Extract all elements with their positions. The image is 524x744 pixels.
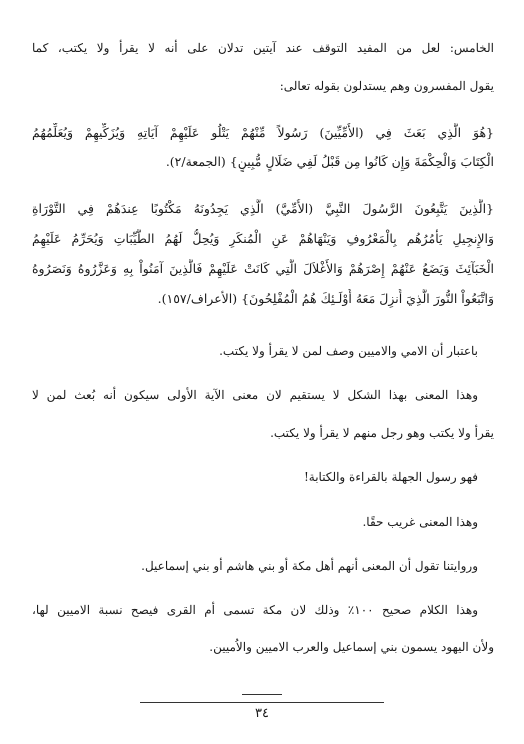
paragraph-line: وروايتنا تقول أن المعنى أنهم أهل مكة أو بني هاشم أو بني إسماعيل. bbox=[141, 559, 478, 573]
paragraph-line: يقول المفسرون وهم يستدلون بقوله تعالى: bbox=[279, 79, 494, 93]
paragraph-line: باعتبار أن الامي والاميين وصف لمن لا يقرأ ولا يكتب. bbox=[219, 344, 478, 358]
paragraph-line: وهذا الكلام صحيح ١٠٠٪ وذلك لان مكة تسمى أم القرى فيصح نسبة الاميين لها، bbox=[32, 603, 478, 617]
paragraph-line: ولأن اليهود يسمون بني إسماعيل والعرب الاميين والاُميين. bbox=[209, 640, 494, 654]
page-number-rule bbox=[242, 694, 282, 695]
quran-verse-line: الْكِتَابَ وَالْحِكْمَةَ وَإِن كَانُوا مِن قَبْلُ لَفِي ضَلَالٍ مُّبِينٍ} (الجمعة/٢). bbox=[165, 154, 494, 169]
quran-verse-line: {الَّذِينَ يَتَّبِعُونَ الرَّسُولَ النَّبِيَّ (الأُمِّيَّ) الَّذِي يَجِدُونَهُ مَكْتُوبًا عِندَهُمْ فِي التَّوْرَاةِ bbox=[32, 201, 494, 216]
paragraph-line: الخامس: لعل من المفيد التوقف عند آيتين تدلان على أنه لا يقرأ ولا يكتب، كما bbox=[32, 41, 494, 55]
paragraph-line: وهذا المعنى غريب حقًا. bbox=[362, 515, 478, 529]
paragraph-line: يقرأ ولا يكتب وهو رجل منهم لا يقرأ ولا يكتب. bbox=[270, 426, 494, 440]
quran-verse-line: وَاتَّبَعُواْ النُّورَ الَّذِيَ أُنزِلَ مَعَهُ أُوْلَـئِكَ هُمُ الْمُفْلِحُونَ} (الأعراف/١٥٧). bbox=[157, 291, 494, 306]
paragraph-line: فهو رسول الجهلة بالقراءة والكتابة! bbox=[303, 470, 478, 484]
page-number: ٣٤ bbox=[255, 706, 269, 721]
paragraph-line: وهذا المعنى بهذا الشكل لا يستقيم لان معنى الآية الأولى سيكون أنه بُعث لمن لا bbox=[32, 388, 478, 402]
quran-verse-line: وَالإِنجِيلِ يَأْمُرُهُم بِالْمَعْرُوفِ وَيَنْهَاهُمْ عَنِ الْمُنكَرِ وَيُحِلُّ لَهُمُ الطَّيِّبَاتِ وَيُحَرِّمُ عَلَيْهِمُ bbox=[32, 231, 494, 246]
footer-divider bbox=[140, 702, 384, 703]
quran-verse-line: الْخَبَآئِثَ وَيَضَعُ عَنْهُمْ إِصْرَهُمْ وَالأَغْلاَلَ الَّتِي كَانَتْ عَلَيْهِمْ فَالَّذِينَ آمَنُواْ بِهِ وَعَزَّرُوهُ وَنَصَرُوهُ bbox=[32, 261, 494, 276]
quran-verse-line: {هُوَ الَّذِي بَعَثَ فِي (الأُمِّيِّينَ) رَسُولاً مِّنْهُمْ يَتْلُو عَلَيْهِمْ آيَاتِهِ وَيُزَكِّيهِمْ وَيُعَلِّمُهُمُ bbox=[32, 125, 494, 140]
